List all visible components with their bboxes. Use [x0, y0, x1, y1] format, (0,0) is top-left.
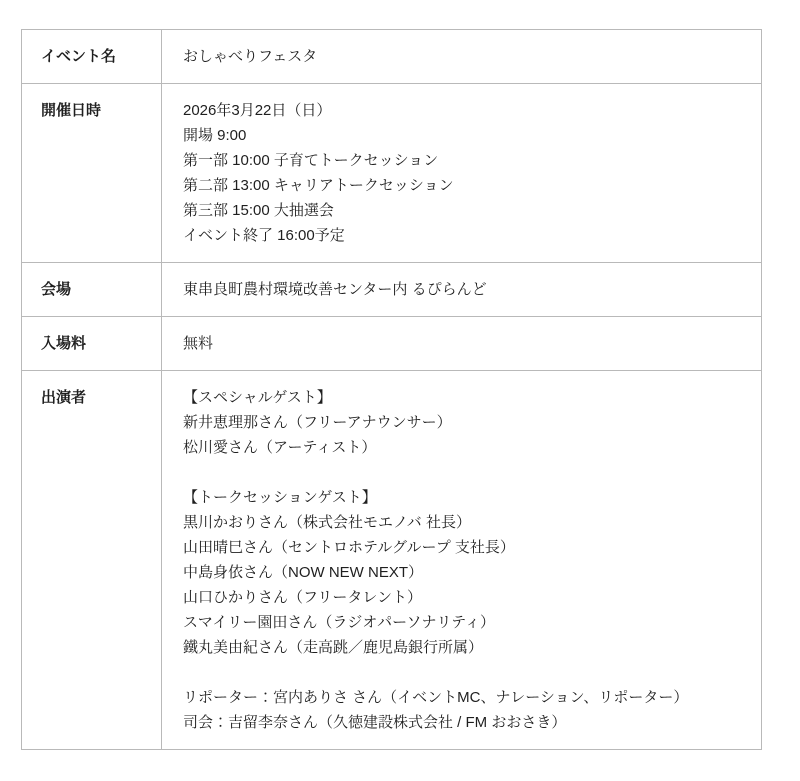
table-row — [22, 263, 761, 317]
row-label: 開催日時 — [22, 84, 162, 262]
row-value — [162, 317, 761, 370]
row-value — [162, 263, 761, 316]
value-line: 中島身依さん（NOW NEW NEXT） — [183, 564, 423, 581]
row-value — [162, 84, 761, 262]
value-line: 山口ひかりさん（フリータレント） — [183, 589, 423, 606]
table-row — [22, 371, 761, 750]
value-line: 山田晴巳さん（セントロホテルグループ 支社長） — [183, 539, 515, 556]
value-line: 無料 — [183, 335, 214, 352]
value-line: 松川愛さん（アーティスト） — [183, 439, 377, 456]
table-row — [22, 317, 761, 371]
value-line: スマイリー園田さん（ラジオパーソナリティ） — [183, 614, 496, 631]
value-line — [183, 660, 745, 685]
table-row — [22, 84, 761, 263]
row-label: 出演者 — [22, 371, 162, 749]
value-line: 【トークセッションゲスト】 — [183, 489, 377, 506]
value-line: 2026年3月22日（日） — [183, 102, 332, 119]
value-line: 黒川かおりさん（株式会社モエノバ 社長） — [183, 514, 471, 531]
row-label: イベント名 — [22, 30, 162, 83]
row-value — [162, 30, 761, 83]
value-line — [183, 460, 745, 485]
event-info-table — [21, 29, 762, 750]
value-line: 【スペシャルゲスト】 — [183, 389, 332, 406]
value-line: 東串良町農村環境改善センター内 るぴらんど — [183, 281, 487, 298]
row-label: 入場料 — [22, 317, 162, 370]
value-line: イベント終了 16:00予定 — [183, 227, 345, 244]
value-line: 開場 9:00 — [183, 127, 247, 144]
value-line: 鐵丸美由紀さん（走高跳／鹿児島銀行所属） — [183, 639, 484, 656]
value-line: 新井恵理那さん（フリーアナウンサー） — [183, 414, 452, 431]
value-line: リポーター：宮内ありさ さん（イベントMC、ナレーション、リポーター） — [183, 689, 689, 706]
table-row — [22, 30, 761, 84]
row-label: 会場 — [22, 263, 162, 316]
value-line: 司会：吉留李奈さん（久徳建設株式会社 / FM おおさき） — [183, 714, 567, 731]
value-line: 第二部 13:00 キャリアトークセッション — [183, 177, 454, 194]
value-line: おしゃべりフェスタ — [183, 48, 318, 65]
value-line: 第一部 10:00 子育てトークセッション — [183, 152, 439, 169]
row-value — [162, 371, 761, 749]
value-line: 第三部 15:00 大抽選会 — [183, 202, 334, 219]
